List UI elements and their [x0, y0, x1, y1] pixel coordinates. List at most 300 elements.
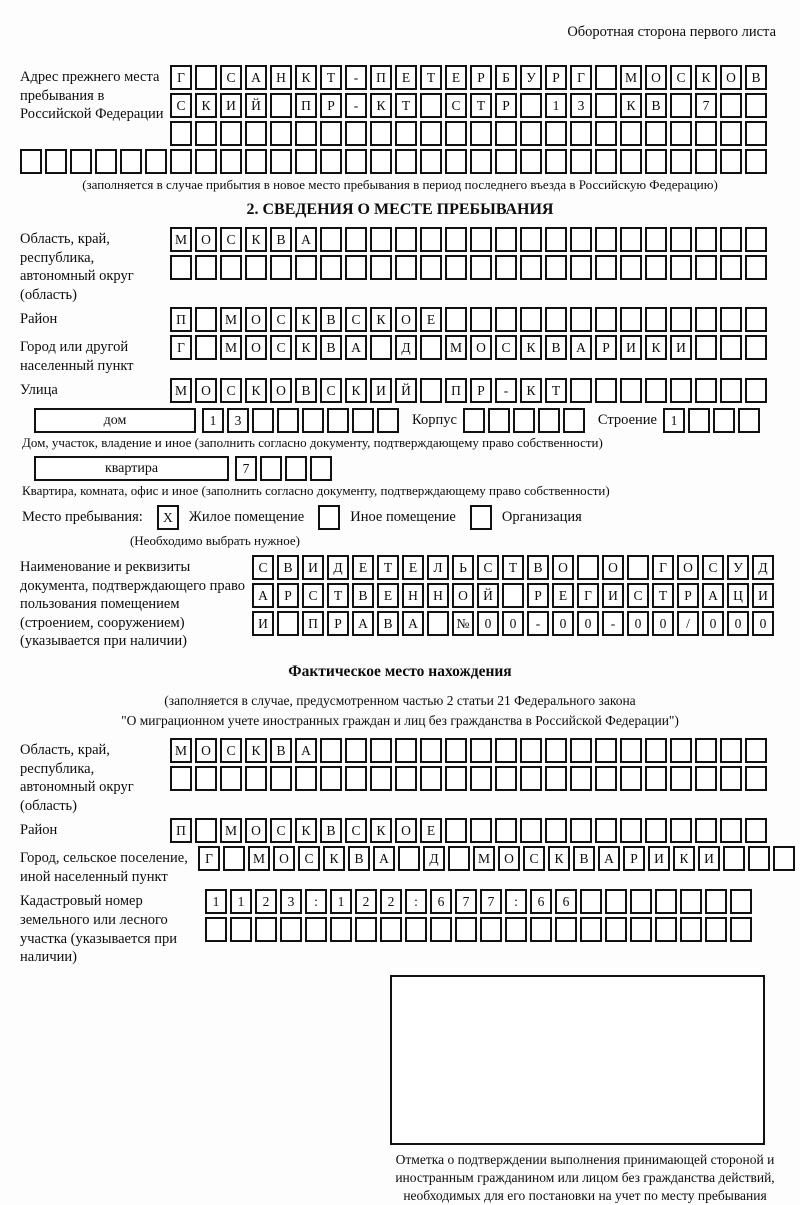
char-cell[interactable]: [545, 227, 567, 252]
char-cell[interactable]: [295, 766, 317, 791]
char-cell[interactable]: [420, 335, 442, 360]
char-cell[interactable]: А: [245, 65, 267, 90]
char-cell[interactable]: [545, 121, 567, 146]
char-cell[interactable]: О: [245, 307, 267, 332]
char-cell[interactable]: [502, 583, 524, 608]
char-cell[interactable]: С: [670, 65, 692, 90]
char-cell[interactable]: [627, 555, 649, 580]
char-cell[interactable]: В: [295, 378, 317, 403]
char-cell[interactable]: [695, 738, 717, 763]
char-cell[interactable]: Г: [570, 65, 592, 90]
char-cell[interactable]: [545, 149, 567, 174]
char-cell[interactable]: [580, 889, 602, 914]
char-cell[interactable]: [520, 307, 542, 332]
char-cell[interactable]: [720, 766, 742, 791]
char-cell[interactable]: [448, 846, 470, 871]
char-cell[interactable]: [495, 307, 517, 332]
char-cell[interactable]: [170, 255, 192, 280]
char-cell[interactable]: 0: [477, 611, 499, 636]
char-cell[interactable]: [695, 378, 717, 403]
char-cell[interactable]: 0: [752, 611, 774, 636]
char-cell[interactable]: А: [373, 846, 395, 871]
char-cell[interactable]: [420, 766, 442, 791]
char-cell[interactable]: М: [473, 846, 495, 871]
char-cell[interactable]: [420, 149, 442, 174]
char-cell[interactable]: А: [702, 583, 724, 608]
char-cell[interactable]: [670, 93, 692, 118]
char-cell[interactable]: 6: [530, 889, 552, 914]
char-cell[interactable]: [420, 227, 442, 252]
char-cell[interactable]: [495, 255, 517, 280]
char-cell[interactable]: [220, 766, 242, 791]
char-cell[interactable]: 0: [727, 611, 749, 636]
char-cell[interactable]: [695, 818, 717, 843]
char-cell[interactable]: [680, 917, 702, 942]
char-cell[interactable]: К: [295, 818, 317, 843]
char-cell[interactable]: К: [245, 227, 267, 252]
char-cell[interactable]: [670, 818, 692, 843]
char-cell[interactable]: С: [220, 738, 242, 763]
char-cell[interactable]: С: [270, 335, 292, 360]
char-cell[interactable]: [645, 378, 667, 403]
char-cell[interactable]: [745, 818, 767, 843]
char-cell[interactable]: [520, 738, 542, 763]
char-cell[interactable]: [195, 149, 217, 174]
char-cell[interactable]: Р: [595, 335, 617, 360]
char-cell[interactable]: 3: [570, 93, 592, 118]
char-cell[interactable]: [295, 149, 317, 174]
char-cell[interactable]: Е: [445, 65, 467, 90]
char-cell[interactable]: [570, 255, 592, 280]
char-cell[interactable]: [513, 408, 535, 433]
char-cell[interactable]: [355, 917, 377, 942]
char-cell[interactable]: К: [323, 846, 345, 871]
char-cell[interactable]: [620, 227, 642, 252]
char-cell[interactable]: [395, 149, 417, 174]
char-cell[interactable]: [695, 307, 717, 332]
char-cell[interactable]: [645, 307, 667, 332]
char-cell[interactable]: [738, 408, 760, 433]
char-cell[interactable]: [620, 818, 642, 843]
char-cell[interactable]: П: [170, 307, 192, 332]
char-cell[interactable]: [495, 818, 517, 843]
char-cell[interactable]: Е: [377, 583, 399, 608]
char-cell[interactable]: М: [170, 378, 192, 403]
char-cell[interactable]: О: [720, 65, 742, 90]
char-cell[interactable]: М: [220, 307, 242, 332]
char-cell[interactable]: С: [170, 93, 192, 118]
char-cell[interactable]: Е: [395, 65, 417, 90]
char-cell[interactable]: [620, 378, 642, 403]
char-cell[interactable]: [520, 149, 542, 174]
char-cell[interactable]: [505, 917, 527, 942]
char-cell[interactable]: А: [598, 846, 620, 871]
char-cell[interactable]: [538, 408, 560, 433]
char-cell[interactable]: [310, 456, 332, 481]
char-cell[interactable]: 7: [480, 889, 502, 914]
char-cell[interactable]: [748, 846, 770, 871]
char-cell[interactable]: [605, 917, 627, 942]
char-cell[interactable]: [577, 555, 599, 580]
char-cell[interactable]: П: [370, 65, 392, 90]
char-cell[interactable]: С: [270, 307, 292, 332]
char-cell[interactable]: [595, 307, 617, 332]
char-cell[interactable]: [370, 149, 392, 174]
char-cell[interactable]: [595, 227, 617, 252]
char-cell[interactable]: [645, 227, 667, 252]
char-cell[interactable]: В: [277, 555, 299, 580]
char-cell[interactable]: 3: [227, 408, 249, 433]
char-cell[interactable]: [545, 307, 567, 332]
char-cell[interactable]: В: [348, 846, 370, 871]
char-cell[interactable]: [380, 917, 402, 942]
char-cell[interactable]: 0: [577, 611, 599, 636]
char-cell[interactable]: [145, 149, 167, 174]
char-cell[interactable]: О: [245, 818, 267, 843]
char-cell[interactable]: [745, 149, 767, 174]
char-cell[interactable]: [520, 766, 542, 791]
char-cell[interactable]: [670, 255, 692, 280]
char-cell[interactable]: М: [220, 335, 242, 360]
char-cell[interactable]: [655, 917, 677, 942]
char-cell[interactable]: [520, 121, 542, 146]
char-cell[interactable]: К: [245, 738, 267, 763]
char-cell[interactable]: Р: [327, 611, 349, 636]
char-cell[interactable]: [495, 121, 517, 146]
char-cell[interactable]: [395, 227, 417, 252]
char-cell[interactable]: В: [270, 227, 292, 252]
char-cell[interactable]: И: [370, 378, 392, 403]
char-cell[interactable]: 1: [663, 408, 685, 433]
char-cell[interactable]: [420, 738, 442, 763]
char-cell[interactable]: [495, 766, 517, 791]
char-cell[interactable]: 0: [627, 611, 649, 636]
char-cell[interactable]: 1: [330, 889, 352, 914]
char-cell[interactable]: [595, 818, 617, 843]
char-cell[interactable]: [352, 408, 374, 433]
char-cell[interactable]: [705, 917, 727, 942]
char-cell[interactable]: [470, 766, 492, 791]
char-cell[interactable]: [695, 149, 717, 174]
char-cell[interactable]: А: [402, 611, 424, 636]
char-cell[interactable]: [305, 917, 327, 942]
char-cell[interactable]: [205, 917, 227, 942]
char-cell[interactable]: [570, 227, 592, 252]
char-cell[interactable]: Й: [395, 378, 417, 403]
char-cell[interactable]: Г: [170, 65, 192, 90]
char-cell[interactable]: [395, 255, 417, 280]
char-cell[interactable]: С: [298, 846, 320, 871]
char-cell[interactable]: К: [620, 93, 642, 118]
char-cell[interactable]: [470, 307, 492, 332]
char-cell[interactable]: [280, 917, 302, 942]
char-cell[interactable]: Е: [552, 583, 574, 608]
char-cell[interactable]: Е: [420, 818, 442, 843]
char-cell[interactable]: 1: [230, 889, 252, 914]
char-cell[interactable]: [570, 307, 592, 332]
char-cell[interactable]: [295, 121, 317, 146]
char-cell[interactable]: 0: [652, 611, 674, 636]
char-cell[interactable]: №: [452, 611, 474, 636]
char-cell[interactable]: Й: [245, 93, 267, 118]
char-cell[interactable]: [705, 889, 727, 914]
char-cell[interactable]: Р: [470, 65, 492, 90]
char-cell[interactable]: М: [170, 738, 192, 763]
char-cell[interactable]: С: [702, 555, 724, 580]
char-cell[interactable]: С: [320, 378, 342, 403]
char-cell[interactable]: Г: [577, 583, 599, 608]
char-cell[interactable]: В: [320, 335, 342, 360]
char-cell[interactable]: В: [527, 555, 549, 580]
char-cell[interactable]: [670, 738, 692, 763]
char-cell[interactable]: Р: [623, 846, 645, 871]
char-cell[interactable]: И: [698, 846, 720, 871]
char-cell[interactable]: Р: [470, 378, 492, 403]
char-cell[interactable]: К: [520, 335, 542, 360]
char-cell[interactable]: [470, 738, 492, 763]
char-cell[interactable]: [745, 378, 767, 403]
organization-checkbox[interactable]: [470, 505, 492, 530]
char-cell[interactable]: О: [645, 65, 667, 90]
char-cell[interactable]: [470, 227, 492, 252]
char-cell[interactable]: [445, 227, 467, 252]
char-cell[interactable]: [302, 408, 324, 433]
char-cell[interactable]: П: [445, 378, 467, 403]
char-cell[interactable]: [495, 149, 517, 174]
char-cell[interactable]: [745, 738, 767, 763]
char-cell[interactable]: [720, 255, 742, 280]
char-cell[interactable]: В: [320, 307, 342, 332]
char-cell[interactable]: [220, 149, 242, 174]
char-cell[interactable]: [713, 408, 735, 433]
char-cell[interactable]: И: [220, 93, 242, 118]
char-cell[interactable]: -: [527, 611, 549, 636]
char-cell[interactable]: С: [220, 378, 242, 403]
char-cell[interactable]: [730, 889, 752, 914]
char-cell[interactable]: И: [620, 335, 642, 360]
char-cell[interactable]: -: [345, 93, 367, 118]
char-cell[interactable]: М: [620, 65, 642, 90]
char-cell[interactable]: 1: [202, 408, 224, 433]
char-cell[interactable]: [320, 766, 342, 791]
char-cell[interactable]: К: [645, 335, 667, 360]
char-cell[interactable]: [670, 149, 692, 174]
char-cell[interactable]: Е: [420, 307, 442, 332]
char-cell[interactable]: О: [452, 583, 474, 608]
char-cell[interactable]: О: [195, 378, 217, 403]
char-cell[interactable]: 7: [695, 93, 717, 118]
char-cell[interactable]: Г: [170, 335, 192, 360]
char-cell[interactable]: [170, 766, 192, 791]
char-cell[interactable]: [670, 227, 692, 252]
residential-checkbox[interactable]: X: [157, 505, 179, 530]
char-cell[interactable]: [530, 917, 552, 942]
char-cell[interactable]: [445, 307, 467, 332]
char-cell[interactable]: [20, 149, 42, 174]
char-cell[interactable]: [563, 408, 585, 433]
char-cell[interactable]: В: [377, 611, 399, 636]
char-cell[interactable]: [398, 846, 420, 871]
char-cell[interactable]: [445, 149, 467, 174]
char-cell[interactable]: К: [673, 846, 695, 871]
char-cell[interactable]: [345, 738, 367, 763]
char-cell[interactable]: [445, 255, 467, 280]
char-cell[interactable]: [470, 121, 492, 146]
char-cell[interactable]: [670, 766, 692, 791]
char-cell[interactable]: [645, 738, 667, 763]
char-cell[interactable]: [695, 227, 717, 252]
char-cell[interactable]: [745, 255, 767, 280]
char-cell[interactable]: [195, 307, 217, 332]
char-cell[interactable]: К: [295, 307, 317, 332]
char-cell[interactable]: [645, 766, 667, 791]
char-cell[interactable]: К: [295, 335, 317, 360]
char-cell[interactable]: О: [498, 846, 520, 871]
char-cell[interactable]: [395, 766, 417, 791]
char-cell[interactable]: Е: [352, 555, 374, 580]
char-cell[interactable]: Н: [270, 65, 292, 90]
char-cell[interactable]: [773, 846, 795, 871]
char-cell[interactable]: [445, 738, 467, 763]
char-cell[interactable]: [570, 149, 592, 174]
char-cell[interactable]: О: [270, 378, 292, 403]
char-cell[interactable]: [695, 121, 717, 146]
char-cell[interactable]: [345, 766, 367, 791]
char-cell[interactable]: Л: [427, 555, 449, 580]
char-cell[interactable]: [595, 65, 617, 90]
char-cell[interactable]: О: [395, 307, 417, 332]
char-cell[interactable]: И: [302, 555, 324, 580]
char-cell[interactable]: А: [570, 335, 592, 360]
char-cell[interactable]: [370, 738, 392, 763]
char-cell[interactable]: 7: [235, 456, 257, 481]
char-cell[interactable]: Н: [427, 583, 449, 608]
char-cell[interactable]: Р: [677, 583, 699, 608]
char-cell[interactable]: К: [295, 65, 317, 90]
char-cell[interactable]: 2: [255, 889, 277, 914]
char-cell[interactable]: [688, 408, 710, 433]
char-cell[interactable]: [345, 255, 367, 280]
char-cell[interactable]: [645, 255, 667, 280]
char-cell[interactable]: Т: [502, 555, 524, 580]
char-cell[interactable]: К: [695, 65, 717, 90]
char-cell[interactable]: С: [445, 93, 467, 118]
char-cell[interactable]: [345, 149, 367, 174]
char-cell[interactable]: [320, 149, 342, 174]
char-cell[interactable]: [427, 611, 449, 636]
char-cell[interactable]: 0: [502, 611, 524, 636]
char-cell[interactable]: [277, 611, 299, 636]
char-cell[interactable]: Т: [470, 93, 492, 118]
char-cell[interactable]: [480, 917, 502, 942]
char-cell[interactable]: О: [552, 555, 574, 580]
char-cell[interactable]: [620, 738, 642, 763]
char-cell[interactable]: К: [195, 93, 217, 118]
char-cell[interactable]: О: [602, 555, 624, 580]
char-cell[interactable]: [285, 456, 307, 481]
char-cell[interactable]: [320, 255, 342, 280]
char-cell[interactable]: Ь: [452, 555, 474, 580]
char-cell[interactable]: О: [470, 335, 492, 360]
char-cell[interactable]: [195, 65, 217, 90]
char-cell[interactable]: [580, 917, 602, 942]
char-cell[interactable]: О: [273, 846, 295, 871]
char-cell[interactable]: -: [495, 378, 517, 403]
char-cell[interactable]: [430, 917, 452, 942]
char-cell[interactable]: С: [345, 818, 367, 843]
char-cell[interactable]: [570, 121, 592, 146]
char-cell[interactable]: И: [252, 611, 274, 636]
char-cell[interactable]: С: [523, 846, 545, 871]
char-cell[interactable]: [670, 378, 692, 403]
char-cell[interactable]: [260, 456, 282, 481]
char-cell[interactable]: [720, 93, 742, 118]
char-cell[interactable]: [595, 766, 617, 791]
char-cell[interactable]: А: [295, 227, 317, 252]
char-cell[interactable]: [320, 227, 342, 252]
char-cell[interactable]: Р: [527, 583, 549, 608]
char-cell[interactable]: [720, 227, 742, 252]
char-cell[interactable]: Е: [402, 555, 424, 580]
char-cell[interactable]: [270, 121, 292, 146]
char-cell[interactable]: [745, 766, 767, 791]
char-cell[interactable]: [255, 917, 277, 942]
char-cell[interactable]: П: [170, 818, 192, 843]
char-cell[interactable]: Ц: [727, 583, 749, 608]
char-cell[interactable]: 7: [455, 889, 477, 914]
char-cell[interactable]: [720, 378, 742, 403]
char-cell[interactable]: [488, 408, 510, 433]
char-cell[interactable]: [595, 121, 617, 146]
char-cell[interactable]: [545, 818, 567, 843]
char-cell[interactable]: [630, 889, 652, 914]
char-cell[interactable]: [220, 121, 242, 146]
char-cell[interactable]: [595, 738, 617, 763]
char-cell[interactable]: [377, 408, 399, 433]
char-cell[interactable]: 6: [555, 889, 577, 914]
char-cell[interactable]: [655, 889, 677, 914]
char-cell[interactable]: [570, 818, 592, 843]
char-cell[interactable]: [745, 93, 767, 118]
char-cell[interactable]: [270, 766, 292, 791]
char-cell[interactable]: Р: [495, 93, 517, 118]
char-cell[interactable]: [270, 93, 292, 118]
char-cell[interactable]: [520, 818, 542, 843]
char-cell[interactable]: [270, 149, 292, 174]
char-cell[interactable]: [720, 335, 742, 360]
char-cell[interactable]: 1: [545, 93, 567, 118]
char-cell[interactable]: М: [170, 227, 192, 252]
char-cell[interactable]: Н: [402, 583, 424, 608]
char-cell[interactable]: Т: [545, 378, 567, 403]
char-cell[interactable]: [670, 121, 692, 146]
char-cell[interactable]: [420, 378, 442, 403]
char-cell[interactable]: [445, 121, 467, 146]
char-cell[interactable]: Т: [327, 583, 349, 608]
char-cell[interactable]: Р: [320, 93, 342, 118]
char-cell[interactable]: [195, 335, 217, 360]
char-cell[interactable]: -: [602, 611, 624, 636]
char-cell[interactable]: 2: [380, 889, 402, 914]
char-cell[interactable]: [395, 121, 417, 146]
char-cell[interactable]: [195, 255, 217, 280]
char-cell[interactable]: Т: [377, 555, 399, 580]
char-cell[interactable]: А: [352, 611, 374, 636]
char-cell[interactable]: М: [248, 846, 270, 871]
char-cell[interactable]: [645, 121, 667, 146]
char-cell[interactable]: Т: [420, 65, 442, 90]
char-cell[interactable]: [720, 121, 742, 146]
